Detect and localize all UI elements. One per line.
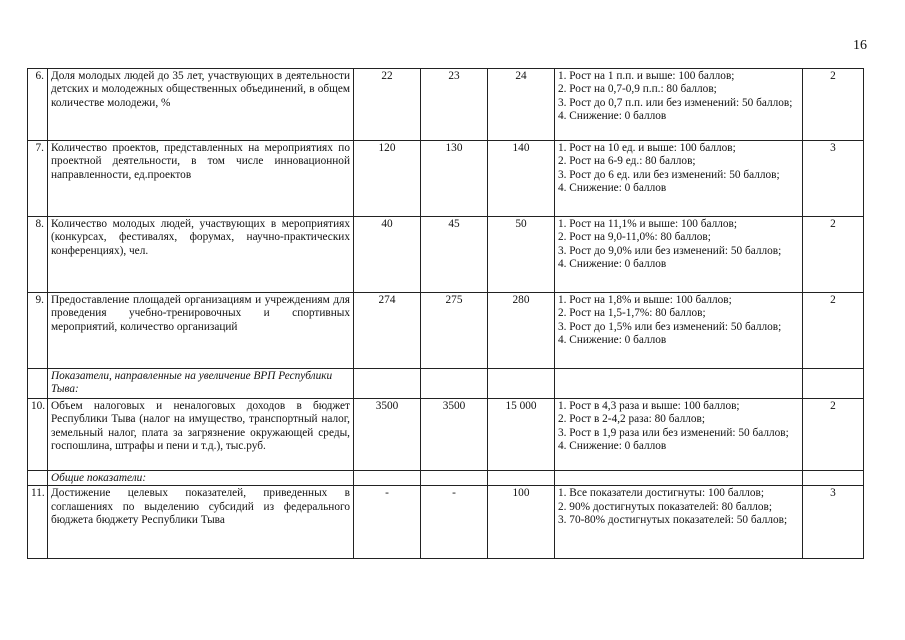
criteria-cell [555, 217, 803, 293]
criteria-line: 2. Рост в 2-4,2 раза: 80 баллов; [558, 413, 705, 426]
criteria-line: 4. Снижение: 0 баллов [558, 182, 667, 195]
criteria-line: 2. Рост на 6-9 ед.: 80 баллов; [558, 155, 696, 168]
weight: 2 [803, 399, 864, 471]
indicator-name: Количество проектов, представленных на мероприятиях по проектной деятельности, в том числе инновационной направленности, ед.проектов [48, 141, 354, 217]
weight: 2 [803, 293, 864, 369]
table-row [28, 399, 864, 471]
row-number: 7. [28, 141, 48, 217]
indicator-name: Предоставление площадей организациям и учреждениям для проведения учебно-тренировочных и спортивных мероприятий, количество организаций [48, 293, 354, 369]
table-row [28, 217, 864, 293]
criteria-line: 4. Снижение: 0 баллов [558, 440, 667, 453]
row-number: 9. [28, 293, 48, 369]
value-3: 100 [488, 486, 555, 559]
table-row [28, 69, 864, 141]
value-1: 22 [354, 69, 421, 141]
criteria-line: 1. Рост в 4,3 раза и выше: 100 баллов; [558, 400, 740, 412]
criteria-line: 1. Рост на 1 п.п. и выше: 100 баллов; [558, 70, 735, 82]
value-3: 280 [488, 293, 555, 369]
indicators-table [27, 68, 864, 559]
value-2: 130 [421, 141, 488, 217]
value-2: 23 [421, 69, 488, 141]
criteria-line: 2. Рост на 1,5-1,7%: 80 баллов; [558, 307, 706, 320]
row-number: 10. [28, 399, 48, 471]
weight: 2 [803, 217, 864, 293]
criteria-cell [555, 69, 803, 141]
criteria-line: 4. Снижение: 0 баллов [558, 334, 667, 347]
section-title-vrp: Показатели, направленные на увеличение ВРП Республики Тыва: [48, 369, 354, 399]
criteria-line: 3. Рост до 9,0% или без изменений: 50 баллов; [558, 244, 782, 257]
criteria-line: 1. Рост на 1,8% и выше: 100 баллов; [558, 294, 732, 306]
row-number: 6. [28, 69, 48, 141]
section-row [28, 471, 864, 486]
weight: 3 [803, 486, 864, 559]
table-row [28, 293, 864, 369]
value-2: - [421, 486, 488, 559]
weight: 3 [803, 141, 864, 217]
criteria-line: 4. Снижение: 0 баллов [558, 110, 667, 123]
criteria-line: 2. 90% достигнутых показателей: 80 баллов; [558, 500, 773, 513]
value-1: 274 [354, 293, 421, 369]
criteria-line: 1. Все показатели достигнуты: 100 баллов; [558, 487, 765, 500]
indicator-name: Объем налоговых и неналоговых доходов в бюджет Республики Тыва (налог на имущество, транспортный налог, земельный налог, плата за загрязнение окружающей среды, госпошлина, штрафы и пени и т.д.), тыс.руб. [48, 399, 354, 471]
weight: 2 [803, 69, 864, 141]
indicator-name: Доля молодых людей до 35 лет, участвующих в деятельности детских и молодежных общественных объединений, в общем количестве молодежи, % [48, 69, 354, 141]
value-3: 15 000 [488, 399, 555, 471]
value-1: 40 [354, 217, 421, 293]
page-number: 16 [853, 38, 867, 53]
criteria-line: 3. 70-80% достигнутых показателей: 50 баллов; [558, 514, 788, 527]
value-1: - [354, 486, 421, 559]
value-2: 275 [421, 293, 488, 369]
value-1: 3500 [354, 399, 421, 471]
section-title-general: Общие показатели: [48, 471, 354, 486]
row-number: 8. [28, 217, 48, 293]
criteria-cell [555, 399, 803, 471]
criteria-line: 3. Рост до 1,5% или без изменений: 50 баллов; [558, 320, 782, 333]
table-row [28, 486, 864, 559]
table-row [28, 141, 864, 217]
criteria-line: 3. Рост в 1,9 раза или без изменений: 50 баллов; [558, 426, 789, 439]
row-number: 11. [28, 486, 48, 559]
value-3: 24 [488, 69, 555, 141]
criteria-cell [555, 486, 803, 559]
criteria-line: 2. Рост на 9,0-11,0%: 80 баллов; [558, 231, 711, 244]
section-row [28, 369, 864, 399]
value-2: 45 [421, 217, 488, 293]
criteria-cell [555, 141, 803, 217]
criteria-line: 2. Рост на 0,7-0,9 п.п.: 80 баллов; [558, 83, 717, 96]
criteria-line: 1. Рост на 11,1% и выше: 100 баллов; [558, 218, 737, 230]
criteria-line: 3. Рост до 6 ед. или без изменений: 50 баллов; [558, 168, 780, 181]
criteria-line: 3. Рост до 0,7 п.п. или без изменений: 50 баллов; [558, 96, 793, 109]
value-3: 140 [488, 141, 555, 217]
value-2: 3500 [421, 399, 488, 471]
indicator-name: Количество молодых людей, участвующих в мероприятиях (конкурсах, фестивалях, форумах, научно-практических конференциях), чел. [48, 217, 354, 293]
criteria-line: 4. Снижение: 0 баллов [558, 258, 667, 271]
indicator-name: Достижение целевых показателей, приведенных в соглашениях по выделению субсидий из федерального бюджета бюджету Республики Тыва [48, 486, 354, 559]
criteria-line: 1. Рост на 10 ед. и выше: 100 баллов; [558, 142, 736, 154]
criteria-cell [555, 293, 803, 369]
value-1: 120 [354, 141, 421, 217]
value-3: 50 [488, 217, 555, 293]
